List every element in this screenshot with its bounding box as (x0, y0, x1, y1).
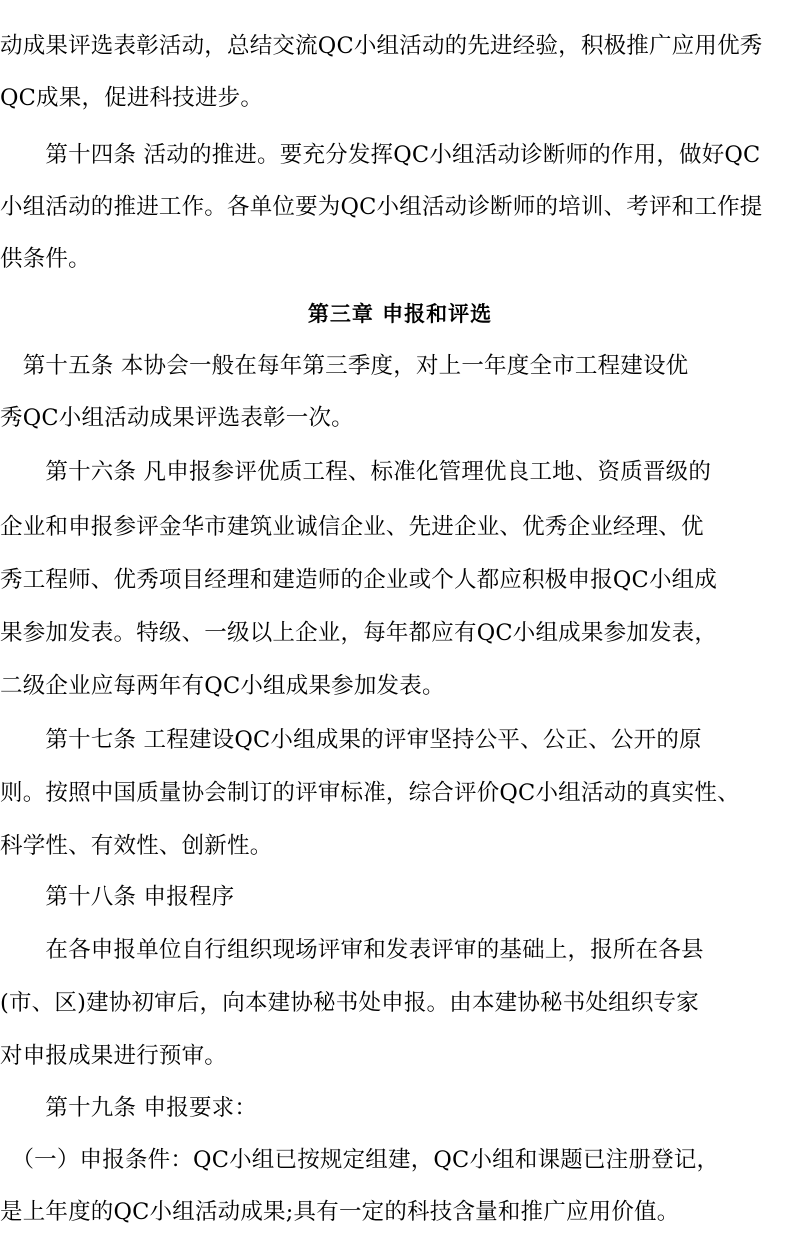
body-line: 第十八条 申报程序 (0, 884, 235, 910)
body-line: QC成果，促进科技进步。 (0, 85, 264, 111)
body-line: 在各申报单位自行组织现场评审和发表评审的基础上，报所在各县 (0, 937, 704, 963)
body-line: 秀工程师、优秀项目经理和建造师的企业或个人都应积极申报QC小组成 (0, 567, 718, 593)
body-line: 企业和申报参评金华市建筑业诚信企业、先进企业、优秀企业经理、优 (0, 514, 704, 540)
body-line: 是上年度的QC小组活动成果;具有一定的科技含量和推广应用价值。 (0, 1199, 680, 1225)
body-line: 则。按照中国质量协会制订的评审标准，综合评价QC小组活动的真实性、 (0, 780, 740, 806)
body-line: 二级企业应每两年有QC小组成果参加发表。 (0, 673, 445, 699)
chapter-heading: 第三章 申报和评选 (307, 302, 493, 326)
body-line: （一）申报条件：QC小组已按规定组建，QC小组和课题已注册登记， (0, 1147, 720, 1173)
body-line: (市、区)建协初审后，向本建协秘书处申报。由本建协秘书处组织专家 (0, 990, 699, 1016)
body-line: 供条件。 (0, 246, 91, 272)
body-line: 对申报成果进行预审。 (0, 1043, 228, 1069)
body-line: 第十六条 凡申报参评优质工程、标准化管理优良工地、资质晋级的 (0, 459, 712, 485)
body-line: 第十四条 活动的推进。要充分发挥QC小组活动诊断师的作用，做好QC (0, 142, 761, 168)
body-line: 果参加发表。特级、一级以上企业，每年都应有QC小组成果参加发表， (0, 620, 718, 646)
body-line: 第十七条 工程建设QC小组成果的评审坚持公平、公正、公开的原 (0, 727, 702, 753)
body-line: 小组活动的推进工作。各单位要为QC小组活动诊断师的培训、考评和工作提 (0, 194, 763, 220)
body-line: 第十五条 本协会一般在每年第三季度，对上一年度全市工程建设优 (0, 353, 689, 379)
body-line: 第十九条 申报要求： (0, 1095, 258, 1121)
body-line: 动成果评选表彰活动，总结交流QC小组活动的先进经验，积极推广应用优秀 (0, 33, 763, 59)
body-line: 秀QC小组活动成果评选表彰一次。 (0, 405, 354, 431)
body-line: 科学性、有效性、创新性。 (0, 833, 273, 859)
